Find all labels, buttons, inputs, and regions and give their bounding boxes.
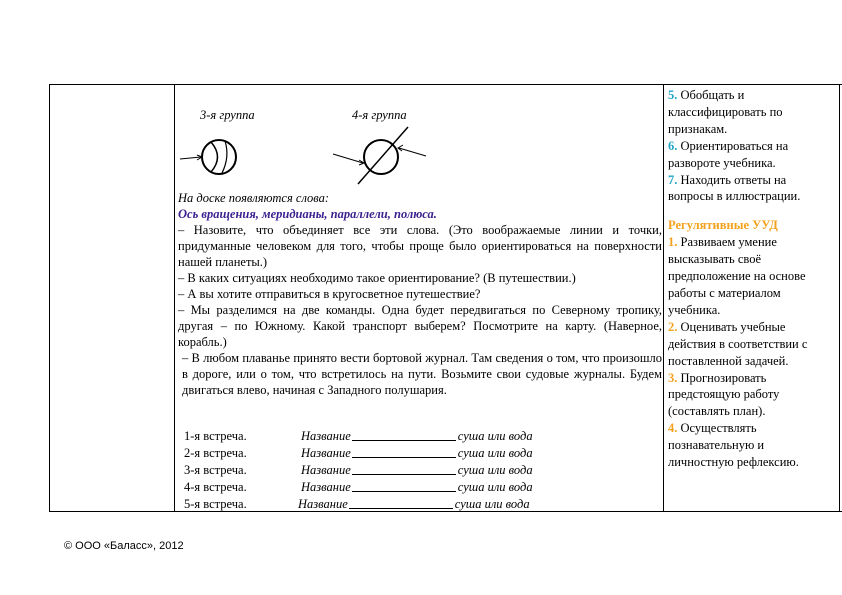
item-text: Осуществлять познавательную и личностную рефлексию. (668, 421, 799, 470)
board-words: Ось вращения, меридианы, параллели, полюса. (178, 207, 437, 221)
meeting-row (184, 445, 664, 462)
lesson-content-column (178, 85, 663, 511)
meeting-type: суша или вода (457, 446, 533, 460)
meeting-number: 3-я встреча. (184, 463, 247, 477)
meeting-blank (352, 462, 456, 475)
meeting-row (184, 496, 664, 513)
item-number: 3. (668, 370, 678, 385)
meeting-blank (352, 445, 456, 458)
item-number: 7. (668, 172, 678, 187)
meeting-number: 1-я встреча. (184, 429, 247, 443)
competency-item (668, 234, 828, 319)
competency-item (668, 138, 828, 172)
globe-icon-group-3 (180, 140, 236, 174)
item-number: 1. (668, 235, 678, 250)
competency-item (668, 172, 828, 206)
meeting-type: суша или вода (454, 497, 530, 511)
meeting-name-label: Название (301, 463, 351, 477)
table-left-border (49, 85, 50, 511)
competency-item (668, 420, 828, 471)
lesson-table (49, 84, 842, 512)
meeting-row (184, 428, 664, 445)
item-number: 4. (668, 421, 678, 436)
item-text: Оценивать учебные действия в соответствии с поставленной задачей. (668, 319, 808, 368)
table-divider-1 (174, 85, 175, 511)
paragraph: – В каких ситуациях необходимо такое ориентирование? (В путешествии.) (178, 271, 576, 285)
meeting-name-label: Название (301, 446, 351, 460)
meeting-name-label: Название (301, 480, 351, 494)
meeting-name-label: Название (298, 497, 348, 511)
item-text: Находить ответы на вопросы в иллюстрации. (668, 172, 801, 204)
competencies-column (668, 87, 828, 471)
paragraph: – Мы разделимся на две команды. Одна будет передвигаться по Северному тропику, другая – по Южному. Какой транспорт выберем? Посмотрите на карту. (Наверное, корабль.) (178, 303, 662, 349)
meeting-blank (352, 428, 456, 441)
item-text: Прогнозировать предстоящую работу (составлять план). (668, 370, 780, 419)
paragraph: – Назовите, что объединяет все эти слова. (Это воображаемые линии и точки, придуманные человеком для того, чтобы проще было ориентироваться на поверхности нашей планеты.) (178, 223, 662, 269)
group-3-label: 3-я группа (200, 108, 255, 122)
item-number: 5. (668, 88, 678, 102)
meeting-number: 5-я встреча. (184, 497, 247, 511)
globe-icon-group-4 (333, 127, 426, 184)
group-4-label: 4-я группа (352, 108, 407, 122)
meeting-row (184, 462, 664, 479)
meeting-type: суша или вода (457, 480, 533, 494)
table-right-border (839, 85, 840, 511)
meeting-number: 2-я встреча. (184, 446, 247, 460)
paragraph: – В любом плаванье принято вести бортовой журнал. Там сведения о том, что произошло в дороге, или о том, что встретилось на пути. Возьмите свои судовые журналы. Будем двигаться влево, начиная с Западного полушария. (182, 351, 662, 397)
meeting-type: суша или вода (457, 429, 533, 443)
lesson-text (178, 190, 662, 398)
item-text: Ориентироваться на развороте учебника. (668, 138, 789, 170)
meeting-type: суша или вода (457, 463, 533, 477)
item-text: Развиваем умение высказывать своё предположение на основе работы с материалом учебника. (668, 235, 806, 317)
item-number: 6. (668, 138, 678, 153)
competency-item (668, 319, 828, 370)
meeting-blank (349, 496, 453, 509)
meeting-name-label: Название (301, 429, 351, 443)
meeting-row (184, 479, 664, 496)
competency-item (668, 87, 828, 138)
item-number: 2. (668, 319, 678, 334)
item-text: Обобщать и классифицировать по признакам. (668, 88, 783, 136)
competency-item (668, 370, 828, 421)
meeting-list (184, 428, 664, 513)
meeting-blank (352, 479, 456, 492)
globe-diagrams (178, 85, 663, 195)
regulatory-heading: Регулятивные УУД (668, 218, 778, 233)
board-intro: На доске появляются слова: (178, 191, 330, 205)
copyright-footer: © ООО «Баласс», 2012 (64, 540, 184, 552)
paragraph: – А вы хотите отправиться в кругосветное путешествие? (178, 287, 481, 301)
meeting-number: 4-я встреча. (184, 480, 247, 494)
